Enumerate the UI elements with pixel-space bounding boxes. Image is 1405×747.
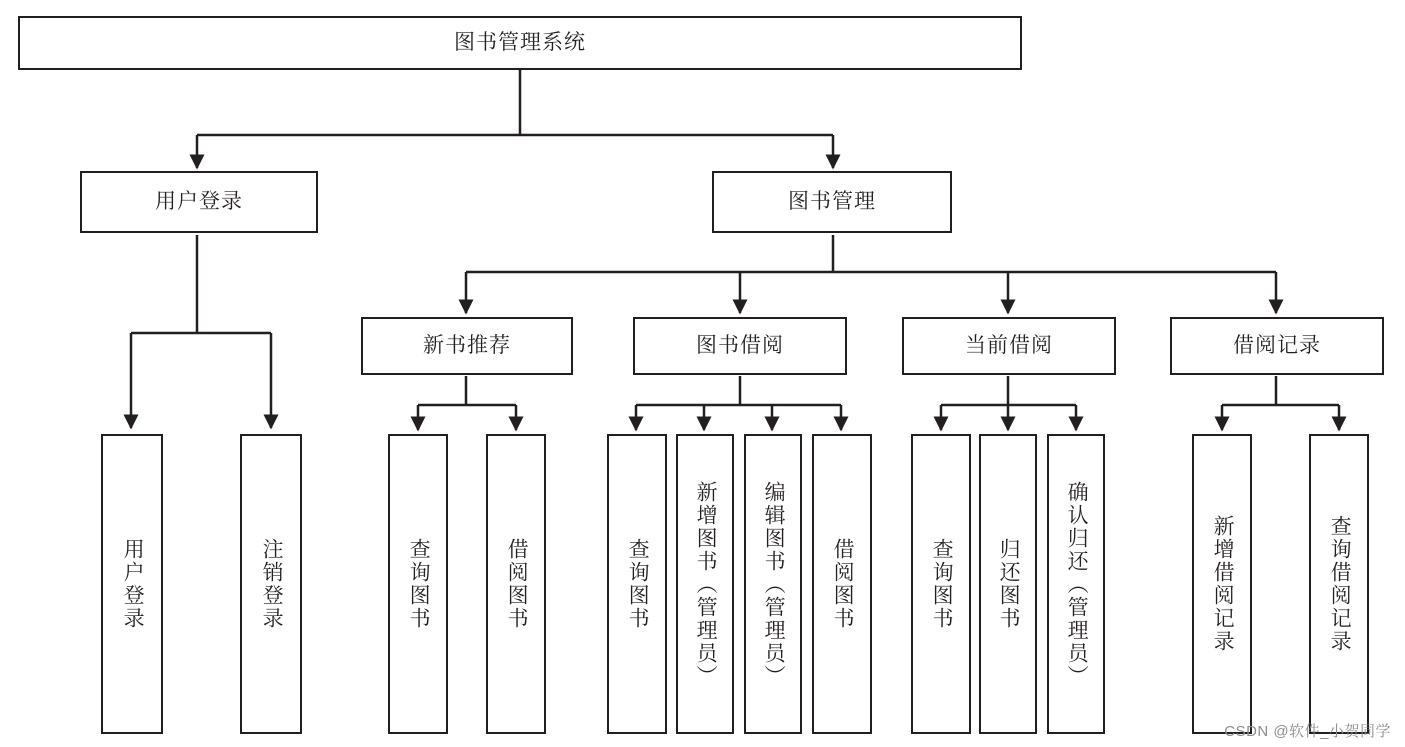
watermark: CSDN @软件_小贺同学 [1224, 723, 1391, 740]
node-new-book-recommend-label: 新书推荐 [423, 334, 511, 358]
leaf-add-record[interactable] [1192, 434, 1252, 734]
leaf-borrow-book-2[interactable] [812, 434, 872, 734]
leaf-query-book-2-label: 查询图书 [626, 538, 650, 630]
leaf-confirm-return-label: 确认归还（管理员） [1065, 480, 1089, 688]
node-current-borrow[interactable] [902, 317, 1116, 375]
node-book-management[interactable] [712, 171, 952, 233]
node-new-book-recommend[interactable] [361, 317, 573, 375]
leaf-return-book-label: 归还图书 [997, 538, 1021, 630]
leaf-confirm-return[interactable] [1047, 434, 1105, 734]
node-borrow-record-label: 借阅记录 [1233, 334, 1321, 358]
leaf-user-logout[interactable] [240, 434, 302, 734]
node-book-management-label: 图书管理 [788, 190, 876, 214]
leaf-borrow-book-1-label: 借阅图书 [505, 538, 529, 630]
leaf-edit-book[interactable] [744, 434, 802, 734]
leaf-borrow-book-1[interactable] [486, 434, 546, 734]
node-borrow-record[interactable] [1170, 317, 1384, 375]
leaf-add-book[interactable] [676, 434, 734, 734]
leaf-query-book-3[interactable] [911, 434, 971, 734]
leaf-edit-book-label: 编辑图书（管理员） [762, 480, 786, 688]
node-user-login-label: 用户登录 [155, 190, 243, 214]
leaf-query-book-1[interactable] [388, 434, 448, 734]
leaf-add-record-label: 新增借阅记录 [1211, 515, 1235, 653]
leaf-user-login-label: 用户登录 [121, 538, 145, 630]
leaf-query-book-3-label: 查询图书 [930, 538, 954, 630]
leaf-user-login[interactable] [101, 434, 163, 734]
node-book-borrow[interactable] [633, 317, 847, 375]
node-root[interactable] [18, 16, 1022, 70]
leaf-borrow-book-2-label: 借阅图书 [831, 538, 855, 630]
leaf-query-book-1-label: 查询图书 [407, 538, 431, 630]
node-user-login[interactable] [80, 171, 318, 233]
node-root-label: 图书管理系统 [454, 31, 586, 55]
leaf-query-record[interactable] [1309, 434, 1369, 734]
leaf-user-logout-label: 注销登录 [260, 538, 284, 630]
node-book-borrow-label: 图书借阅 [696, 334, 784, 358]
leaf-query-record-label: 查询借阅记录 [1328, 515, 1352, 653]
node-current-borrow-label: 当前借阅 [965, 334, 1053, 358]
leaf-query-book-2[interactable] [607, 434, 667, 734]
leaf-add-book-label: 新增图书（管理员） [694, 480, 718, 688]
leaf-return-book[interactable] [979, 434, 1037, 734]
